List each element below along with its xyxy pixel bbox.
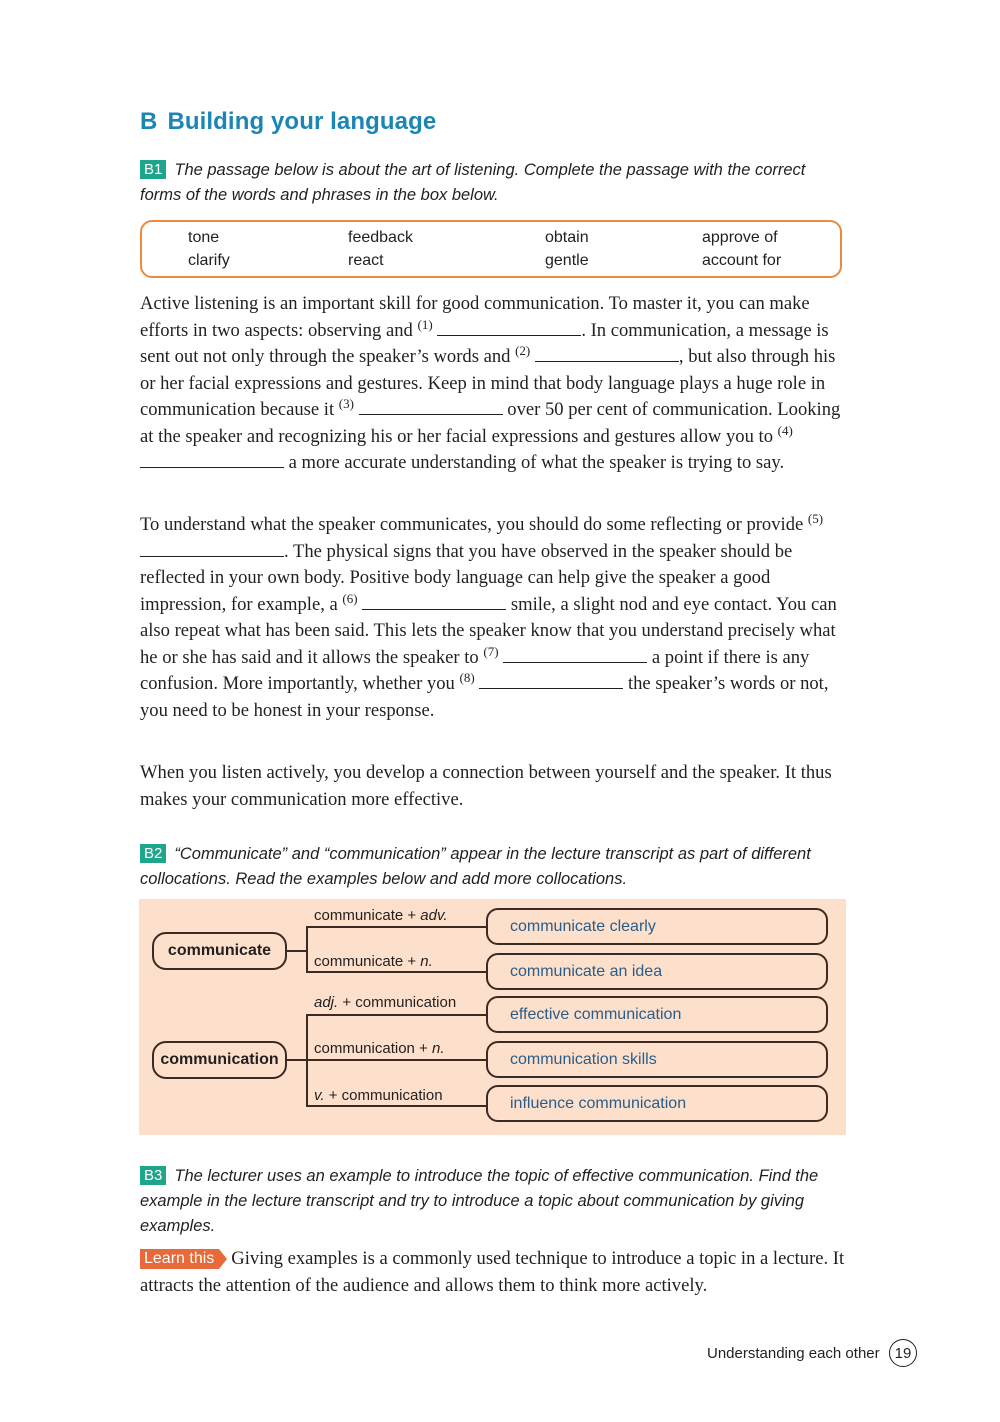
blank-number: (4) [777,422,793,438]
passage-text: . The physical signs that you have observed in the speaker should be reflected in your own body. Positive body language can help give the speaker a good impression, for example, a [140,540,793,615]
word-item: clarify [188,252,230,269]
word-box [140,220,842,278]
b1-instruction-text: The passage below is about the art of listening. Complete the passage with the correct forms of the words and phrases in the box below. [140,161,806,204]
passage-text: . In communication, a message is sent out not only through the speaker’s words and [140,319,829,367]
blank-6[interactable] [362,595,506,610]
branch-label: adj. + communication [314,994,457,1011]
connector-line [306,1014,486,1016]
passage-text: smile, a slight nod and eye contact. You can also repeat what has been said. This lets the speaker know that you understand precisely what he or she has said and it allows the speaker to [140,593,837,668]
learn-this-note [140,1246,852,1299]
page-number: 19 [889,1339,917,1367]
collocation-answer-box[interactable]: influence communication [486,1085,828,1122]
learn-this-tag: Learn this [140,1249,219,1269]
blank-7[interactable] [503,648,647,663]
connector-line [306,1105,486,1107]
b3-instruction-text: The lecturer uses an example to introduce the topic of effective communication. Find the example in the lecture transcript and try to introduce a topic about communication by giving examples. [140,1167,819,1235]
collocation-answer-box[interactable]: communication skills [486,1041,828,1078]
word-item: react [348,252,384,269]
blank-number: (8) [459,670,475,685]
passage-text: Active listening is an important skill for good communication. To master it, you can make efforts in two aspects: observing and [140,293,810,341]
b3-badge: B3 [140,1166,166,1185]
blank-3[interactable] [359,400,503,415]
blank-number: (1) [417,316,433,332]
blank-5[interactable] [140,542,284,557]
connector-line [306,926,308,972]
blank-number: (2) [515,343,531,358]
collocation-answer-box[interactable]: communicate clearly [486,908,828,945]
passage-text: , but also through his or her facial expressions and gestures. Keep in mind that body language plays a huge role in communication because it [140,346,836,420]
unit-title: Understanding each other [707,1345,880,1362]
word-item: tone [188,229,220,246]
passage-text: the speaker’s words or not, you need to be honest in your response. [140,673,829,721]
blank-number: (3) [338,396,354,411]
blank-number: (7) [483,643,499,659]
connector-line [306,926,486,928]
word-item: feedback [348,229,413,246]
passage-text: To understand what the speaker communicates, you should do some reflecting or provide [140,514,808,535]
b3-instruction [140,1164,850,1239]
blank-number: (6) [342,590,358,606]
collocation-answer-box[interactable]: communicate an idea [486,953,828,990]
passage-text: a point if there is any confusion. More importantly, whether you [140,646,810,694]
word-item: gentle [545,252,589,269]
section-title [140,108,436,136]
learn-this-text: Giving examples is a commonly used technique to introduce a topic in a lecture. It attracts the attention of the audience and allows them to think more actively. [140,1248,845,1296]
collocation-diagram [139,899,846,1135]
word-item: obtain [545,229,589,246]
connector-line [287,1059,307,1061]
word-item: approve of [702,229,778,246]
blank-number: (5) [807,511,824,526]
branch-label: communication + n. [314,1040,445,1057]
collocation-answer-box[interactable]: effective communication [486,996,828,1033]
connector-line [306,1059,486,1061]
passage-text: over 50 per cent of communication. Looking at the speaker and recognizing his or her facial expressions and gestures allow you to [140,399,841,447]
root-node-communication: communication [152,1041,287,1079]
branch-label: communicate + n. [314,953,433,970]
b2-badge: B2 [140,844,166,863]
b1-badge: B1 [140,160,166,179]
blank-2[interactable] [535,347,679,362]
section-title-text: Building your language [167,108,437,135]
passage-text: a more accurate understanding of what the speaker is trying to say. [284,452,785,473]
connector-line [287,950,307,952]
b2-instruction [140,842,850,892]
blank-4[interactable] [140,453,284,468]
b1-instruction [140,158,850,208]
passage-paragraph-3: When you listen actively, you develop a connection between yourself and the speaker. It thus makes your communication more effective. [140,762,832,810]
passage-paragraph-2 [140,512,852,724]
blank-1[interactable] [437,321,581,336]
root-node-communicate: communicate [152,932,287,970]
b2-instruction-text: “Communicate” and “communication” appear in the lecture transcript as part of different collocations. Read the examples below and add more collocations. [140,845,811,888]
connector-line [306,971,486,973]
blank-8[interactable] [479,674,623,689]
section-letter: B [140,108,158,135]
word-item: account for [702,252,782,269]
branch-label: communicate + adv. [314,907,448,924]
branch-label: v. + communication [314,1087,443,1104]
passage-paragraph-1 [140,291,852,477]
